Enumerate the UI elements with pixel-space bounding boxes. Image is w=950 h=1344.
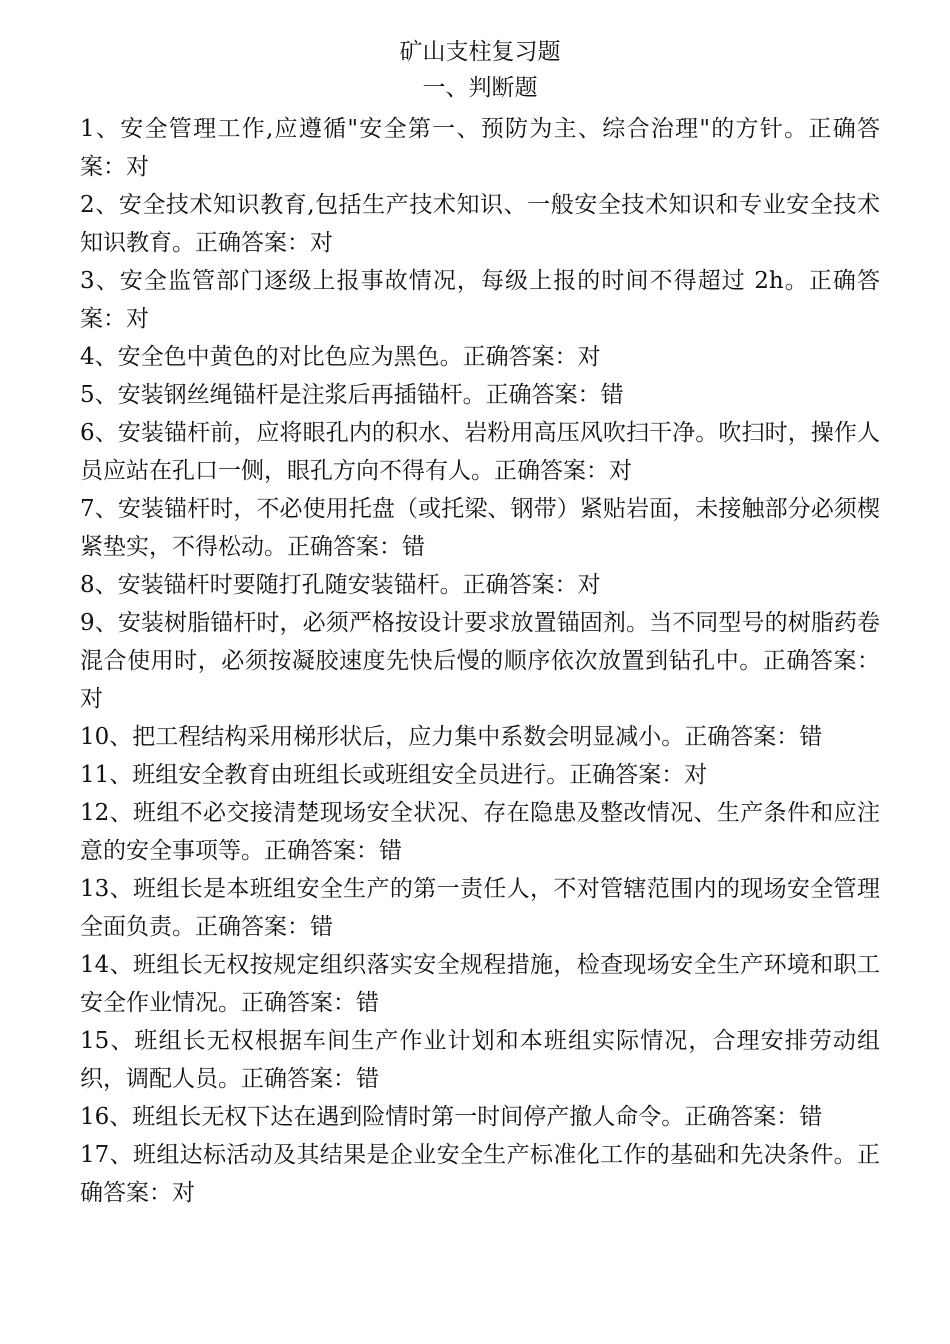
question-item: 6、安装锚杆前，应将眼孔内的积水、岩粉用高压风吹扫干净。吹扫时，操作人员应站在孔口一侧，眼孔方向不得有人。正确答案：对 — [80, 420, 880, 484]
question-item: 4、安全色中黄色的对比色应为黑色。正确答案：对 — [80, 344, 601, 370]
question-item: 17、班组达标活动及其结果是企业安全生产标准化工作的基础和先决条件。正确答案：对 — [80, 1142, 880, 1206]
document-page — [80, 34, 880, 1212]
question-item: 13、班组长是本班组安全生产的第一责任人，不对管辖范围内的现场安全管理全面负责。正确答案：错 — [80, 876, 880, 940]
question-item: 12、班组不必交接清楚现场安全状况、存在隐患及整改情况、生产条件和应注意的安全事项等。正确答案：错 — [80, 800, 880, 864]
question-item: 15、班组长无权根据车间生产作业计划和本班组实际情况，合理安排劳动组织，调配人员。正确答案：错 — [80, 1028, 880, 1092]
section-title: 一、判断题 — [422, 75, 538, 101]
document-title: 矿山支柱复习题 — [399, 39, 561, 65]
question-item: 5、安装钢丝绳锚杆是注浆后再插锚杆。正确答案：错 — [80, 382, 624, 408]
question-item: 2、安全技术知识教育,包括生产技术知识、一般安全技术知识和专业安全技术知识教育。正确答案：对 — [80, 192, 880, 256]
question-item: 7、安装锚杆时，不必使用托盘（或托梁、钢带）紧贴岩面，未接触部分必须楔紧垫实，不得松动。正确答案：错 — [80, 496, 880, 560]
question-item: 10、把工程结构采用梯形状后，应力集中系数会明显减小。正确答案：错 — [80, 724, 823, 750]
question-item: 11、班组安全教育由班组长或班组安全员进行。正确答案：对 — [80, 762, 708, 788]
question-item: 3、安全监管部门逐级上报事故情况，每级上报的时间不得超过 2h。正确答案：对 — [80, 268, 880, 332]
question-item: 8、安装锚杆时要随打孔随安装锚杆。正确答案：对 — [80, 572, 601, 598]
question-item: 1、安全管理工作,应遵循"安全第一、预防为主、综合治理"的方针。正确答案：对 — [80, 116, 880, 180]
question-item: 14、班组长无权按规定组织落实安全规程措施，检查现场安全生产环境和职工安全作业情况。正确答案：错 — [80, 952, 880, 1016]
question-item: 9、安装树脂锚杆时，必须严格按设计要求放置锚固剂。当不同型号的树脂药卷混合使用时，必须按凝胶速度先快后慢的顺序依次放置到钻孔中。正确答案：对 — [80, 610, 880, 712]
question-item: 16、班组长无权下达在遇到险情时第一时间停产撤人命令。正确答案：错 — [80, 1104, 823, 1130]
